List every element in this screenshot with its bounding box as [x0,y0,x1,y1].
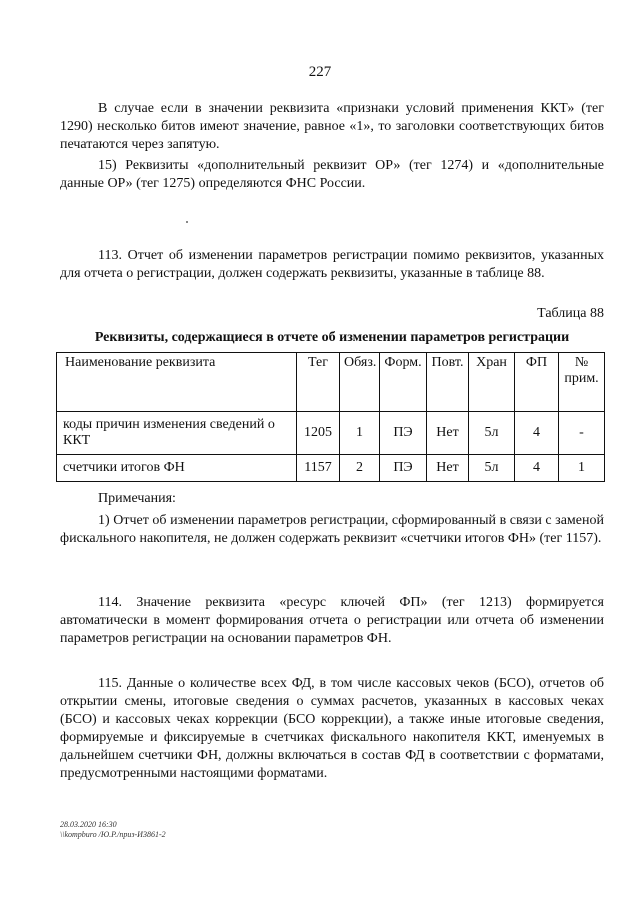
col-header-povt: Повт. [427,353,469,412]
cell-obyaz: 2 [340,455,380,482]
table-label: Таблица 88 [537,306,604,321]
cell-fp: 4 [515,455,559,482]
paragraph-1: В случае если в значении реквизита «признаки условий применения ККТ» (тег 1290) несколько битов имеют значение, равное «1», то заголовки соответствующих битов печатаются через запятую. [60,101,604,152]
footer-stamp [60,820,166,840]
paragraph-113: 113. Отчет об изменении параметров регистрации помимо реквизитов, указанных для отчета о регистрации, должен содержать реквизиты, указанные в таблице 88. [60,248,604,281]
col-header-khran: Хран [469,353,515,412]
table-header-row [57,353,605,412]
col-header-fp: ФП [515,353,559,412]
table-row [57,455,605,482]
cell-form: ПЭ [380,455,427,482]
paragraph-115: 115. Данные о количестве всех ФД, в том числе кассовых чеков (БСО), отчетов об открытии смены, итоговые сведения о суммах расчетов, указанных в кассовых чеках (БСО) и кассовых чеках коррекции (БСО коррекции), а также иные итоговые сведения, формируемые и фиксируемые в счетчиках фискального накопителя ККТ, именуемых в дальнейшем счетчики ФН, должны включаться в состав ФД в соответствии с форматами, предусмотренными настоящими форматами. [60,676,604,781]
cell-tag: 1205 [297,412,340,455]
page-number: 227 [308,64,332,80]
footer-path: \\kompburo /Ю.Р./приз-И3861-2 [60,830,166,839]
cell-povt: Нет [427,455,469,482]
paragraph-114: 114. Значение реквизита «ресурс ключей ФП» (тег 1213) формируется автоматически в момент формирования отчета о регистрации или отчета об изменении параметров регистрации на основании параметров ФН. [60,595,604,646]
col-header-num: № прим. [559,353,605,412]
col-header-obyaz: Обяз. [340,353,380,412]
col-header-form: Форм. [380,353,427,412]
note-1: 1) Отчет об изменении параметров регистрации, сформированный в связи с заменой фискального накопителя, не должен содержать реквизит «счетчики итогов ФН» (тег 1157). [60,513,604,546]
cell-name: счетчики итогов ФН [57,455,297,482]
footer-date: 28.03.2020 16:30 [60,820,117,829]
requisites-table [56,352,605,482]
cell-form: ПЭ [380,412,427,455]
cell-tag: 1157 [297,455,340,482]
paragraph-2: 15) Реквизиты «дополнительный реквизит ОР» (тег 1274) и «дополнительные данные ОР» (тег 1275) определяются ФНС России. [60,158,604,191]
cell-num: - [559,412,605,455]
cell-povt: Нет [427,412,469,455]
col-header-name: Наименование реквизита [57,353,297,412]
cell-obyaz: 1 [340,412,380,455]
cell-num: 1 [559,455,605,482]
cell-name: коды причин изменения сведений о ККТ [57,412,297,455]
table-title: Реквизиты, содержащиеся в отчете об изменении параметров регистрации [94,330,570,345]
notes-title: Примечания: [98,491,176,506]
col-header-tag: Тег [297,353,340,412]
cell-fp: 4 [515,412,559,455]
scan-speck [186,221,188,223]
table-row [57,412,605,455]
cell-khran: 5л [469,412,515,455]
cell-khran: 5л [469,455,515,482]
